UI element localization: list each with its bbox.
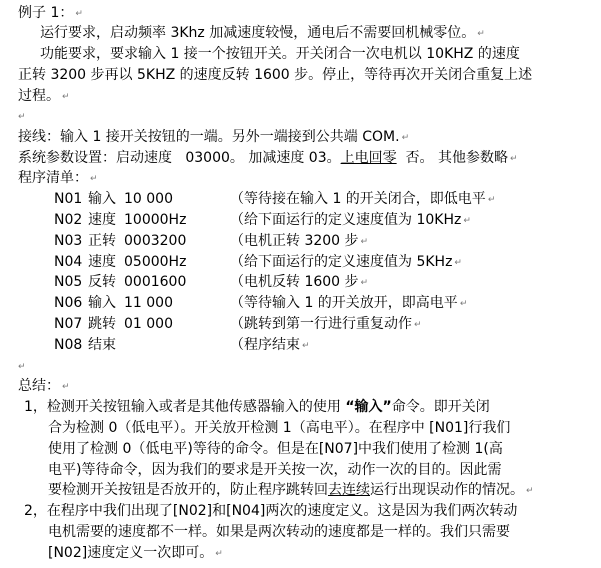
program-row: N06 输入 11 000 （等待输入 1 的开关放开，即高电平 ↵ <box>54 295 468 311</box>
summary-point1-line3: 使用了检测 0（低电平)等待的命令。但是在[N07]中我们使用了检测 1(高 <box>48 441 503 457</box>
example-heading: 例子 1： ↵ <box>18 5 83 21</box>
wiring-text: 接线：输入 1 接开关按钮的一端。另外一端接到公共端 COM. ↵ <box>18 129 410 145</box>
requirement-function-line1: 功能要求，要求输入 1 接一个按钮开关。开关闭合一次电机以 10KHZ 的速度 <box>40 46 520 62</box>
summary-point1-line4: 电平)等待命令，因为我们的要求是开关按一次，动作一次的目的。因此需 <box>48 462 502 478</box>
program-row: N07 跳转 01 000 （跳转到第一行进行重复动作 ↵ <box>54 316 422 332</box>
summary-point2-line2: 电机需要的速度都不一样。如果是两次转动的速度都是一样的。我们只需要 <box>48 524 510 540</box>
program-row: N04 速度 05000Hz （给下面运行的定义速度值为 5KHz ↵ <box>54 254 462 270</box>
program-row: N08 结束 （程序结束 ↵ <box>54 337 310 353</box>
program-row: N02 速度 10000Hz （给下面运行的定义速度值为 10KHz ↵ <box>54 212 471 228</box>
summary-point1-line2: 合为检测 0（低电平）。开关放开检测 1（高电平）。在程序中 [N01]行我们 <box>48 420 511 436</box>
blank-paragraph-mark: ↵ <box>18 362 26 372</box>
system-params: 系统参数设置：启动速度 03000。 加减速度 03。上电回零 否。 其他参数略 ↵ <box>18 150 518 166</box>
power-on-home-label: 上电回零 <box>340 150 397 166</box>
blank-paragraph-mark: ↵ <box>18 112 26 122</box>
program-list-title: 程序清单： ↵ <box>18 170 98 186</box>
program-row: N01 输入 10 000 （等待接在输入 1 的开关闭合，即低电平 ↵ <box>54 191 496 207</box>
summary-point1-line1: 1，检测开关按钮输入或者是其他传感器输入的使用 “输入”命令。即开关闭 <box>24 399 490 415</box>
requirement-run: 运行要求，启动频率 3Khz 加减速度较慢，通电后不需要回机械零位。 ↵ <box>40 25 485 41</box>
summary-point1-line5: 要检测开关按钮是否放开的，防止程序跳转回去连续运行出现误动作的情况。 ↵ <box>48 482 534 498</box>
program-row: N05 反转 0001600 （电机反转 1600 步 ↵ <box>54 274 369 290</box>
requirement-function-line3: 过程。 ↵ <box>18 88 70 104</box>
summary-point2-line1: 2，在程序中我们出现了[N02]和[N04]两次的速度定义。这是因为我们两次转动 <box>24 503 518 519</box>
summary-point2-line3: [N02]速度定义一次即可。 ↵ <box>48 545 223 561</box>
program-row: N03 正转 0003200 （电机正转 3200 步 ↵ <box>54 233 369 249</box>
requirement-function-line2: 正转 3200 步再以 5KHZ 的速度反转 1600 步。停止，等待再次开关闭合重复上述 <box>18 67 533 83</box>
summary-title: 总结： ↵ <box>18 378 70 394</box>
